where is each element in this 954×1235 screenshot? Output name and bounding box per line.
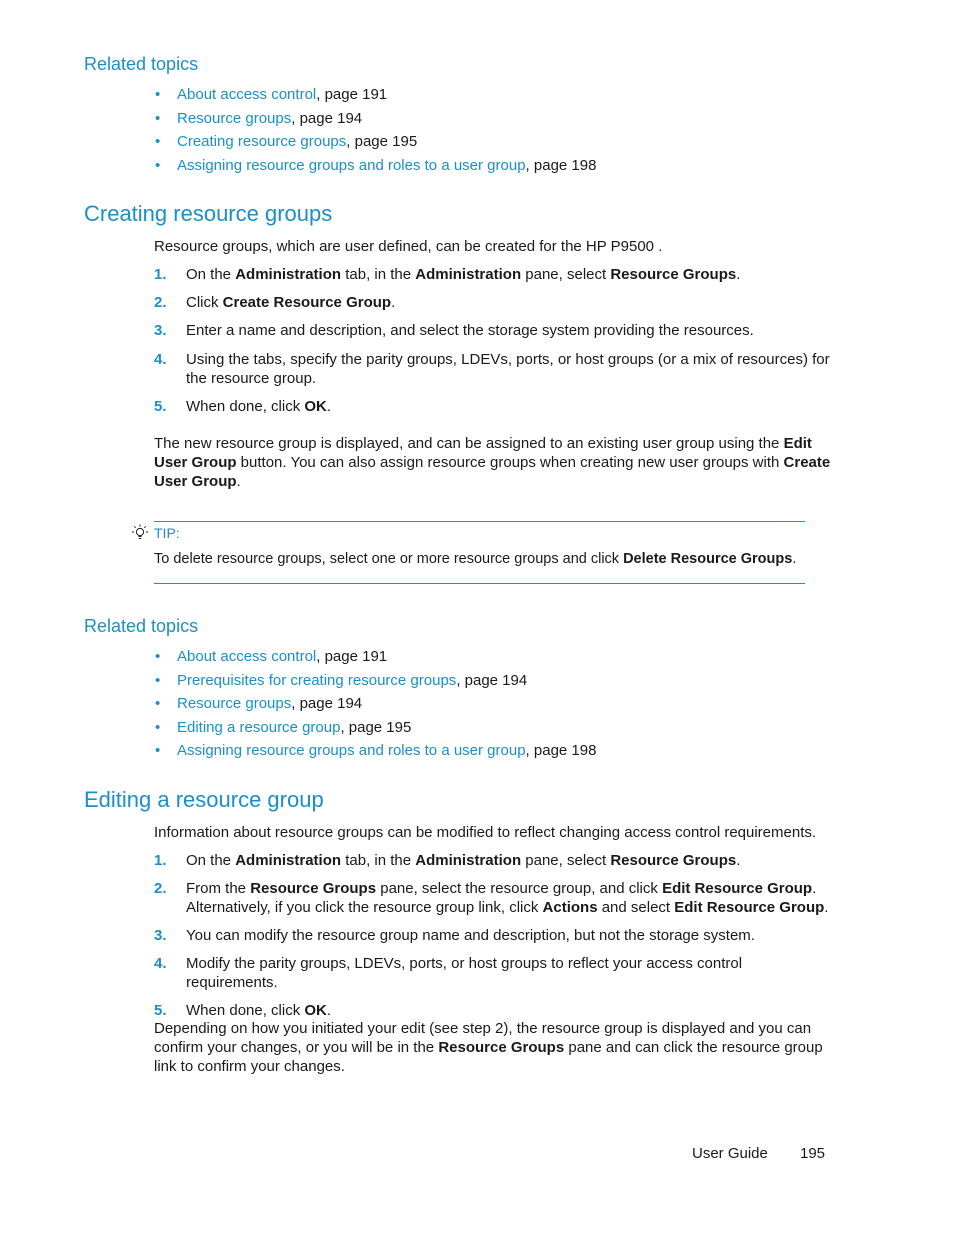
- link-resource-groups[interactable]: Resource groups: [177, 109, 292, 127]
- related-topics-list: [155, 86, 596, 180]
- list-item: [155, 133, 596, 157]
- list-item: [155, 719, 596, 743]
- page-ref: , page 194: [291, 109, 363, 127]
- link-editing-resource-group[interactable]: Editing a resource group: [177, 718, 341, 736]
- step: 4. Modify the parity groups, LDEVs, ports, or host groups to reflect your access control requirements.: [154, 955, 743, 991]
- creating-intro: Resource groups, which are user defined, can be created for the HP P9500 .: [154, 238, 663, 255]
- step-number: 1.: [154, 852, 167, 869]
- step-number: 5.: [154, 398, 167, 415]
- link-prerequisites[interactable]: Prerequisites for creating resource groups: [177, 671, 457, 689]
- step: 1. On the Administration tab, in the Administration pane, select Resource Groups.: [154, 266, 741, 283]
- list-item: [155, 86, 596, 110]
- tip-label: TIP:: [154, 525, 180, 541]
- bullet-icon: •: [155, 742, 161, 759]
- list-item: [155, 648, 596, 672]
- bullet-icon: •: [155, 109, 161, 127]
- page-ref: , page 195: [340, 718, 412, 736]
- list-item: [155, 742, 596, 766]
- editing-steps: [154, 851, 834, 1020]
- link-assigning-resource-groups[interactable]: Assigning resource groups and roles to a user group: [177, 742, 526, 759]
- list-item: [155, 157, 596, 181]
- bullet-icon: •: [155, 718, 161, 736]
- section-heading-creating: Creating resource groups: [84, 201, 333, 226]
- link-resource-groups[interactable]: Resource groups: [177, 695, 292, 712]
- creating-after-paragraph: The new resource group is displayed, and can be assigned to an existing user group using the Edit User Group button. You can also assign resource groups when creating new user groups with Create User Group.: [154, 435, 831, 490]
- bullet-icon: •: [155, 86, 161, 103]
- page-ref: , page 198: [525, 156, 597, 174]
- page-ref: , page 195: [346, 133, 418, 150]
- list-item: [155, 672, 596, 696]
- bullet-icon: •: [155, 648, 161, 665]
- bullet-icon: •: [155, 156, 161, 174]
- related-topics-heading: Related topics: [84, 616, 199, 636]
- step-number: 4.: [154, 955, 167, 972]
- tip-text: To delete resource groups, select one or more resource groups and click Delete Resource Groups.: [154, 551, 797, 567]
- link-assigning-resource-groups[interactable]: Assigning resource groups and roles to a user group: [177, 156, 526, 174]
- creating-steps: [154, 265, 834, 416]
- step-number: 2.: [154, 294, 167, 311]
- link-about-access-control[interactable]: About access control: [177, 648, 317, 665]
- bullet-icon: •: [155, 695, 161, 712]
- link-about-access-control[interactable]: About access control: [177, 86, 317, 103]
- section-heading-editing: Editing a resource group: [84, 787, 324, 812]
- related-topics-heading: Related topics: [84, 54, 199, 74]
- bullet-icon: •: [155, 133, 161, 150]
- editing-after-paragraph: Depending on how you initiated your edit (see step 2), the resource group is displayed and you can confirm your changes, or you will be in the Resource Groups pane and can click the resource group link to confirm your changes.: [154, 1020, 823, 1075]
- footer-guide-title: User Guide: [692, 1145, 768, 1162]
- step-number: 2.: [154, 880, 167, 897]
- tip-top-rule: [154, 521, 805, 522]
- page-ref: , page 198: [525, 742, 597, 759]
- editing-intro: Information about resource groups can be modified to reflect changing access control requirements.: [154, 824, 817, 841]
- step-number: 5.: [154, 1002, 167, 1019]
- step: 3. Enter a name and description, and select the storage system providing the resources.: [154, 322, 754, 339]
- lightbulb-icon: [131, 524, 149, 542]
- page-ref: , page 191: [316, 86, 388, 103]
- bullet-icon: •: [155, 671, 161, 689]
- step: 2. From the Resource Groups pane, select the resource group, and click Edit Resource Group. Alternatively, if you click the resource group link, click Actions and select Edit Resource Group.: [154, 880, 829, 916]
- page-ref: , page 194: [291, 695, 363, 712]
- step-number: 1.: [154, 266, 167, 283]
- step: 2. Click Create Resource Group.: [154, 294, 396, 311]
- step: 3. You can modify the resource group name and description, but not the storage system.: [154, 927, 755, 944]
- page-ref: , page 191: [316, 648, 388, 665]
- step: 5. When done, click OK.: [154, 398, 332, 415]
- step-number: 3.: [154, 322, 167, 339]
- step: 4. Using the tabs, specify the parity groups, LDEVs, ports, or host groups (or a mix of resources) for the resource group.: [154, 351, 830, 387]
- step: 1. On the Administration tab, in the Administration pane, select Resource Groups.: [154, 852, 741, 869]
- step-number: 4.: [154, 351, 167, 368]
- link-creating-resource-groups[interactable]: Creating resource groups: [177, 133, 347, 150]
- step-number: 3.: [154, 927, 167, 944]
- list-item: [155, 695, 596, 719]
- list-item: [155, 110, 596, 134]
- step: 5. When done, click OK.: [154, 1002, 332, 1019]
- tip-bottom-rule: [154, 583, 805, 584]
- page-ref: , page 194: [456, 671, 528, 689]
- footer-page-number: 195: [800, 1145, 826, 1162]
- related-topics-list: [155, 648, 596, 766]
